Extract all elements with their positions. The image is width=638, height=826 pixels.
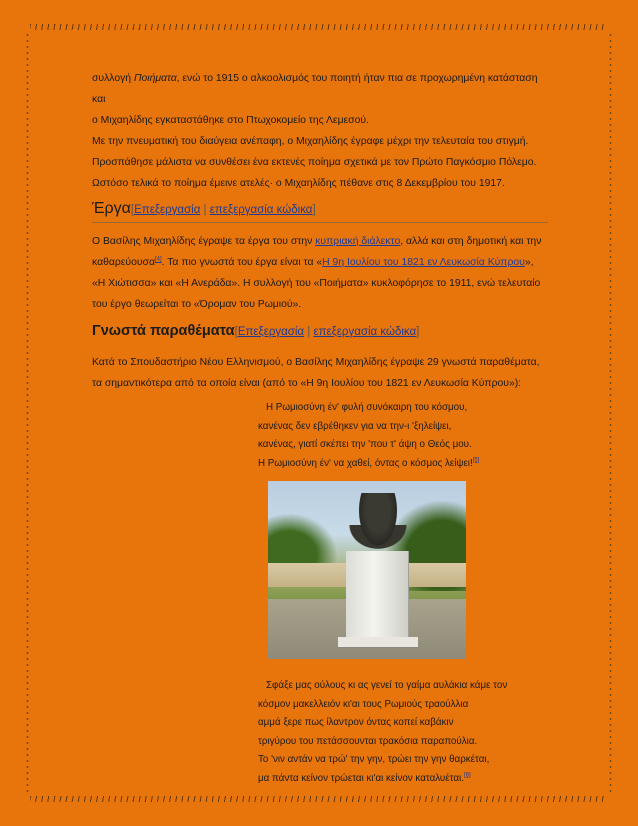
poem-line: κανένας, γιατί σκέπει την 'που τ' άψη ο Θεός μου.: [258, 439, 472, 450]
poem-line: Το 'νιν αντάν να τρώ' την γην, τρώει την γην θαρκέται,: [258, 754, 490, 765]
section-heading-works: [92, 198, 548, 223]
poem-line: Η Ρωμιοσύνη έν' να χαθεί, όντας ο κόσμος λείψει![5]: [258, 457, 480, 469]
poem-title-link[interactable]: Η 9η Ιουλίου του 1821 εν Λευκωσία Κύπρου: [322, 257, 525, 268]
biography-paragraph: Με την πνευματική του διαύγεια ανέπαφη, ο Μιχαηλίδης έγραφε μέχρι την τελευταία του στιγμή. Προσπάθησε μάλιστα να συνθέσει ένα εκτενές ποίημα σχετικά με τον Πρώτο Παγκόσμιο Πόλεμο. Ωστόσο τελικά το ποίημα έμεινε ατελές· ο Μιχαηλίδης πέθανε στις 8 Δεκεμβρίου του 1917.: [92, 136, 537, 189]
poem-excerpt-2: [258, 677, 548, 788]
poem-line: τριγύρου του πετάσσουνται τρακόσια παραπούλια.: [258, 735, 478, 747]
edit-link[interactable]: Επεξεργασία: [134, 204, 201, 216]
poem-line: κανένας δεν εβρέθηκεν για να την-ι 'ξηλείψει,: [258, 420, 452, 432]
works-paragraph: Ο Βασίλης Μιχαηλίδης έγραψε τα έργα του στην κυπριακή διάλεκτο, αλλά και στη δημοτική και την καθαρεύουσα[4]. Τα πιο γνωστά του έργα είναι τα «Η 9η Ιουλίου του 1821 εν Λευκωσία Κύπρου», «Η Χιώτισσα» και «Η Ανεράδα». Η συλλογή του «Ποιήματα» κυκλοφόρησε το 1911, ενώ τελευταίο του έργο θεωρείται το «Όρομαν του Ρωμιού».: [92, 236, 542, 310]
reference-4[interactable]: [4]: [154, 256, 162, 263]
reference-5[interactable]: [5]: [472, 457, 480, 464]
decorative-border-top: [30, 24, 608, 30]
poem-line: αμμά ξερε πως ίλαντρον όντας κοπεί καβάκιν: [258, 717, 454, 728]
edit-links: [Επεξεργασία | επεξεργασία κώδικα]: [234, 326, 420, 338]
poem-line: μα πάντα κείνον τρώεται κι'αι κείνον καταλυέται.[6]: [258, 772, 471, 784]
poem-line: Η Ρωμιοσύνη έν' φυλή συνόκαιρη του κόσμου,: [266, 402, 468, 413]
intro-paragraph: συλλογή Ποιήματα, ενώ το 1915 ο αλκοολισμός του ποιητή ήταν πια σε προχωρημένη κατάσταση και ο Μιχαηλίδης εγκαταστάθηκε στο Πτωχοκομείο της Λεμεσού.: [92, 73, 538, 126]
section-title: Γνωστά παραθέματα: [92, 323, 235, 339]
poem-line: κόσμον μακελλειόν κι'αι τους Ρωμιούς τραούλλια: [258, 698, 469, 710]
bust-statue-photo-icon: [268, 481, 466, 659]
collection-title: Ποιήματα: [133, 73, 177, 84]
edit-source-link[interactable]: επεξεργασία κώδικα: [209, 204, 313, 216]
section-title: Έργα: [92, 200, 131, 217]
decorative-border-right: [609, 32, 612, 794]
edit-links: [Επεξεργασία | επεξεργασία κώδικα]: [130, 204, 316, 216]
decorative-border-left: [26, 32, 29, 794]
edit-link[interactable]: Επεξεργασία: [237, 326, 305, 338]
edit-source-link[interactable]: επεξεργασία κώδικα: [313, 326, 417, 338]
decorative-border-bottom: [30, 796, 608, 802]
poem-excerpt-1: [258, 399, 548, 473]
poem-line: Σφάξε μας ούλους κι ας γενεί το γαίμα αυλάκια κάμε τον: [266, 680, 508, 691]
cypriot-dialect-link[interactable]: κυπριακή διάλεκτο: [315, 236, 401, 247]
quotes-intro-paragraph: Κατά το Σπουδαστήριο Νέου Ελληνισμού, ο Βασίλης Μιχαηλίδης έγραψε 29 γνωστά παραθέματα, τα σημαντικότερα από τα οποία είναι (από το «Η 9η Ιουλίου του 1821 εν Λευκωσία Κύπρου»):: [92, 357, 540, 389]
article-content: [92, 68, 548, 788]
section-heading-quotes: [92, 320, 548, 344]
reference-6[interactable]: [6]: [463, 772, 471, 779]
